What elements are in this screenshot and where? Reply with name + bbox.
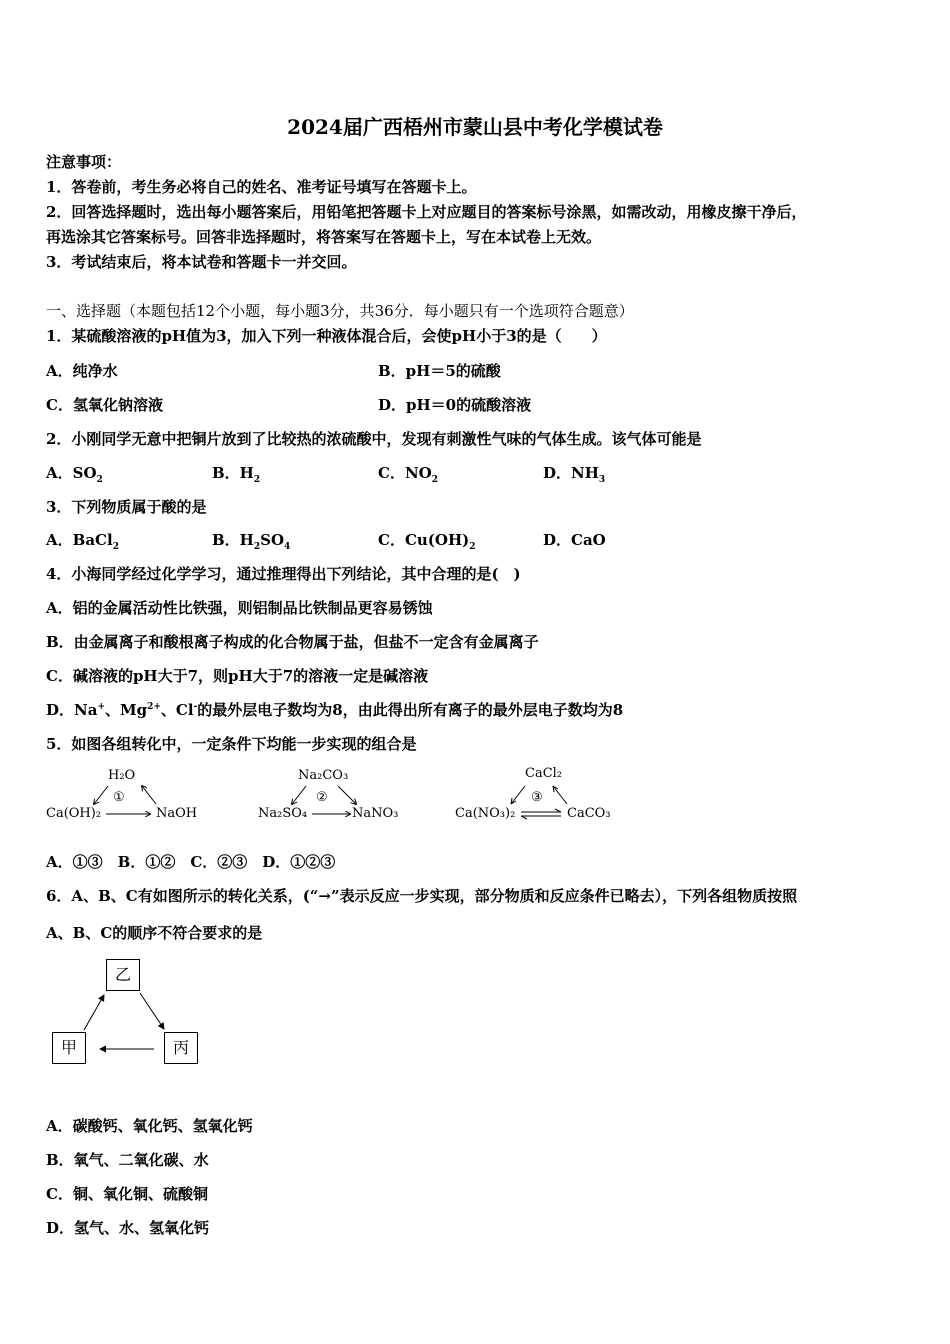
fig3-number: ③ [531, 790, 543, 805]
q1-option-d: D．pH＝0的硫酸溶液 [378, 396, 532, 414]
fig1-left-label: Ca(OH)₂ [46, 806, 102, 821]
fig2-number: ② [316, 790, 328, 805]
q2-option-d: D．$NH_3$ [543, 464, 606, 485]
notice-item-2: 2．回答选择题时，选出每小题答案后，用铅笔把答题卡上对应题目的答案标号涂黑，如需改动，用橡皮擦干净后， [46, 203, 807, 221]
q1-option-c: C．氢氧化钠溶液 [46, 396, 163, 414]
section-heading: 一、选择题（本题包括12个小题，每小题3分，共36分．每小题只有一个选项符合题意） [46, 302, 634, 320]
fig1-top-label: H₂O [108, 768, 136, 783]
q6-option-b: B．氧气、二氧化碳、水 [46, 1151, 209, 1169]
q6-option-a: A．碳酸钙、氧化钙、氢氧化钙 [46, 1117, 253, 1135]
q4-option-c: C．碱溶液的pH大于7，则pH大于7的溶液一定是碱溶液 [46, 667, 429, 685]
q2-option-a: A．$SO_2$ [46, 464, 103, 485]
q6-stem-line-2: A、B、C的顺序不符合要求的是 [46, 924, 263, 942]
q3-stem: 3．下列物质属于酸的是 [46, 498, 207, 516]
q5-options: A．①③ B．①② C．②③ D．①②③ [46, 853, 336, 871]
fig3-top-label: CaCl₂ [525, 766, 563, 781]
q1-stem: 1．某硫酸溶液的pH值为3，加入下列一种液体混合后，会使pH小于3的是（ ） [46, 327, 607, 345]
q2-option-c: C．$NO_2$ [378, 464, 438, 485]
q5-figure-3 [455, 766, 620, 828]
q2-stem: 2．小刚同学无意中把铜片放到了比较热的浓硫酸中，发现有刺激性气味的气体生成。该气体可能是 [46, 430, 702, 448]
fig1-number: ① [113, 790, 125, 805]
q3-option-a: A．BaCl$_2$ [46, 531, 119, 552]
q4-option-a: A．铝的金属活动性比铁强，则铝制品比铁制品更容易锈蚀 [46, 599, 433, 617]
q6-option-d: D．氢气、水、氢氧化钙 [46, 1219, 210, 1237]
q1-option-a: A．纯净水 [46, 362, 118, 380]
q6-figure [46, 955, 216, 1070]
page-title: 2024届广西梧州市蒙山县中考化学模试卷 [287, 115, 663, 139]
q4-stem: 4．小海同学经过化学学习，通过推理得出下列结论，其中合理的是( ) [46, 565, 521, 583]
q5-stem: 5．如图各组转化中，一定条件下均能一步实现的组合是 [46, 735, 417, 753]
fig3-arrows [455, 766, 620, 828]
fig1-right-label: NaOH [156, 806, 198, 821]
q4-option-d: D．Na+、$Mg^{2+}$、Cl-的最外层电子数均为8，由此得出所有离子的最外层电子数均为8 [46, 701, 624, 719]
fig3-right-label: CaCO₃ [567, 806, 611, 821]
q3-option-b: B．$H_2SO_4$ [212, 531, 291, 552]
q3-option-c: C．$Cu(OH)_2$ [378, 531, 476, 552]
fig2-left-label: Na₂SO₄ [258, 806, 308, 821]
q4-option-b: B．由金属离子和酸根离子构成的化合物属于盐，但盐不一定含有金属离子 [46, 633, 539, 651]
notice-heading: 注意事项： [46, 153, 122, 171]
q5-figure-1 [46, 766, 206, 828]
q6-box-right: 丙 [164, 1032, 198, 1064]
q1-option-b: B．pH＝5的硫酸 [378, 362, 501, 380]
fig2-top-label: Na₂CO₃ [298, 768, 349, 783]
fig2-arrows [258, 766, 408, 828]
notice-item-2-cont: 再选涂其它答案标号。回答非选择题时，将答案写在答题卡上，写在本试卷上无效。 [46, 228, 602, 246]
notice-item-3: 3．考试结束后，将本试卷和答题卡一并交回。 [46, 253, 357, 271]
fig2-right-label: NaNO₃ [352, 806, 399, 821]
q6-option-c: C．铜、氧化铜、硫酸铜 [46, 1185, 208, 1203]
q6-stem-line-1: 6．A、B、C有如图所示的转化关系，(“→”表示反应一步实现，部分物质和反应条件已略去），下列各组物质按照 [46, 887, 798, 905]
notice-item-1: 1．答卷前，考生务必将自己的姓名、准考证号填写在答题卡上。 [46, 178, 477, 196]
q6-box-left: 甲 [52, 1032, 86, 1064]
fig3-left-label: Ca(NO₃)₂ [455, 806, 516, 821]
q6-box-top: 乙 [106, 959, 140, 991]
q6-arrows [46, 955, 216, 1070]
q5-figure-2 [258, 766, 408, 828]
fig1-arrows [46, 766, 206, 828]
q2-option-b: B．$H_2$ [212, 464, 261, 485]
q3-option-d: D．CaO [543, 531, 606, 549]
